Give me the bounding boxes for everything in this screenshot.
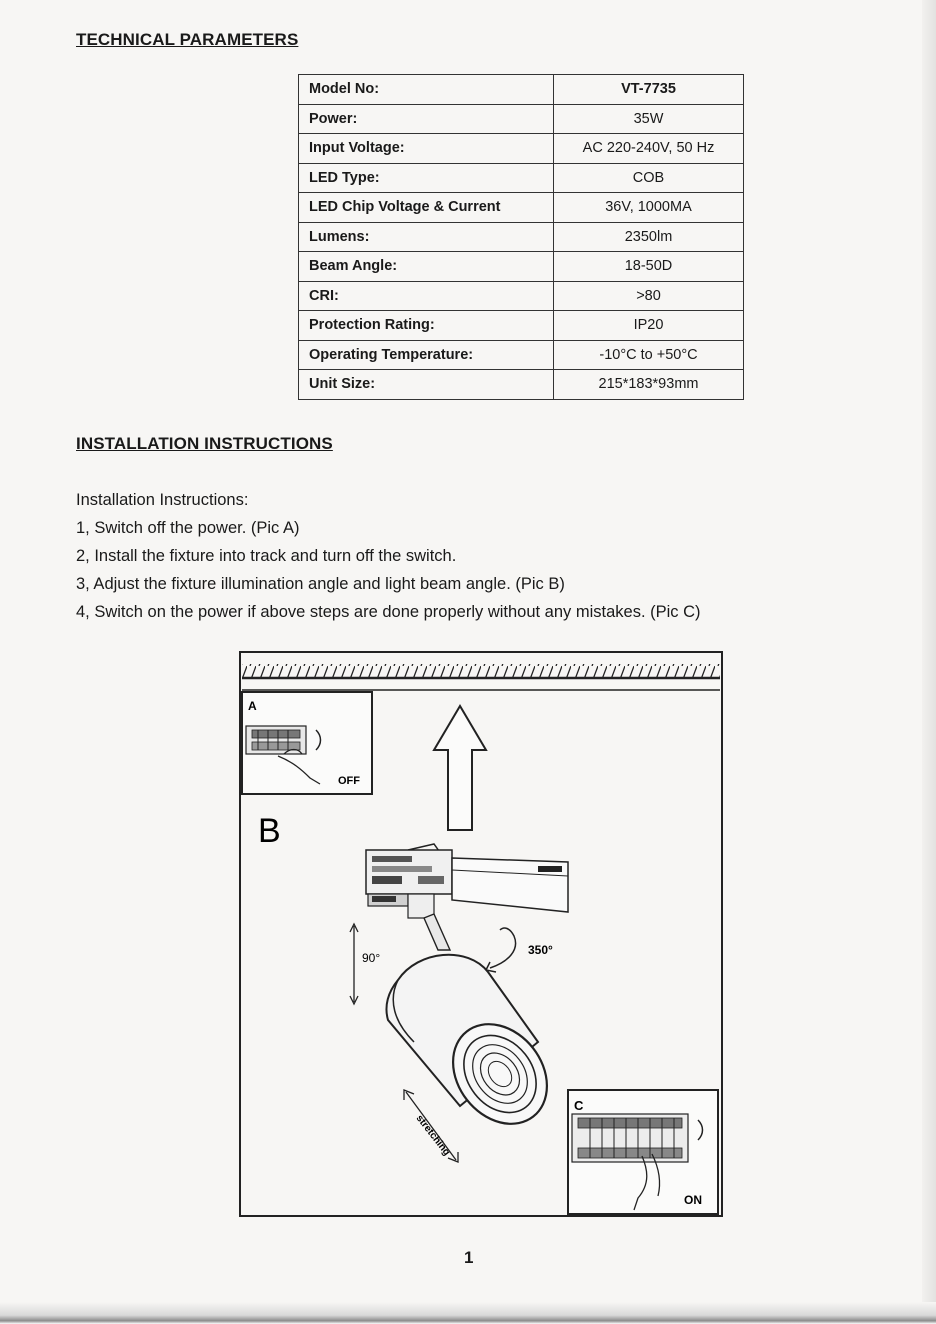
- param-value: 215*183*93mm: [554, 370, 744, 400]
- param-value: COB: [554, 163, 744, 193]
- param-row: [299, 311, 744, 341]
- installation-diagram: [238, 650, 726, 1218]
- param-row: [299, 134, 744, 164]
- up-arrow-icon: [434, 706, 486, 830]
- param-row: [299, 193, 744, 223]
- param-row: [299, 370, 744, 400]
- param-row: [299, 75, 744, 105]
- pic-a-label: A: [248, 699, 257, 713]
- installation-instructions-heading: INSTALLATION INSTRUCTIONS: [76, 434, 333, 453]
- rotation-angle-label: 350°: [528, 943, 553, 957]
- param-label: LED Type:: [299, 163, 554, 193]
- param-value: AC 220-240V, 50 Hz: [554, 134, 744, 164]
- param-value: 36V, 1000MA: [554, 193, 744, 223]
- param-row: [299, 252, 744, 282]
- param-value: 18-50D: [554, 252, 744, 282]
- param-label: Operating Temperature:: [299, 340, 554, 370]
- param-label: Lumens:: [299, 222, 554, 252]
- page-bottom-edge: [0, 1302, 936, 1324]
- param-row: [299, 281, 744, 311]
- off-label: OFF: [338, 775, 360, 787]
- param-value: 35W: [554, 104, 744, 134]
- param-row: [299, 163, 744, 193]
- param-label: Model No:: [299, 75, 554, 105]
- param-label: CRI:: [299, 281, 554, 311]
- instruction-step: 4, Switch on the power if above steps are done properly without any mistakes. (Pic C): [76, 603, 701, 621]
- instruction-step: 3, Adjust the fixture illumination angle and light beam angle. (Pic B): [76, 575, 565, 593]
- stretching-label: stretching: [413, 1113, 453, 1158]
- pic-b-label: B: [258, 812, 281, 850]
- param-label: Input Voltage:: [299, 134, 554, 164]
- rotation-arrow-icon: [490, 928, 516, 968]
- technical-parameters-heading: TECHNICAL PARAMETERS: [76, 30, 299, 49]
- param-label: Protection Rating:: [299, 311, 554, 341]
- instructions-intro: Installation Instructions:: [76, 491, 249, 509]
- fixture-stem: [424, 914, 450, 950]
- param-value: >80: [554, 281, 744, 311]
- param-row: [299, 104, 744, 134]
- param-value: IP20: [554, 311, 744, 341]
- param-row: [299, 340, 744, 370]
- param-label: LED Chip Voltage & Current: [299, 193, 554, 223]
- pic-c-inset: [568, 1090, 718, 1214]
- instruction-step: 2, Install the fixture into track and turn off the switch.: [76, 547, 457, 565]
- installation-diagram-svg: [238, 650, 726, 1218]
- spotlight-body-icon: [386, 955, 566, 1143]
- track-adapter-icon: [366, 844, 568, 918]
- pic-c-label: C: [574, 1098, 584, 1113]
- breaker-switch-icon: [572, 1114, 688, 1162]
- instruction-step: 1, Switch off the power. (Pic A): [76, 519, 300, 537]
- param-label: Beam Angle:: [299, 252, 554, 282]
- pic-a-inset: [242, 692, 372, 794]
- technical-parameters-table: [298, 74, 744, 400]
- tilt-angle-label: 90°: [362, 951, 381, 965]
- param-value: -10°C to +50°C: [554, 340, 744, 370]
- param-row: [299, 222, 744, 252]
- page-number: 1: [464, 1248, 474, 1267]
- param-value: VT-7735: [554, 75, 744, 105]
- param-label: Unit Size:: [299, 370, 554, 400]
- param-label: Power:: [299, 104, 554, 134]
- on-label: ON: [684, 1193, 702, 1207]
- param-value: 2350lm: [554, 222, 744, 252]
- ceiling-hatching: [242, 664, 720, 678]
- page-edge-shadow: [922, 0, 936, 1324]
